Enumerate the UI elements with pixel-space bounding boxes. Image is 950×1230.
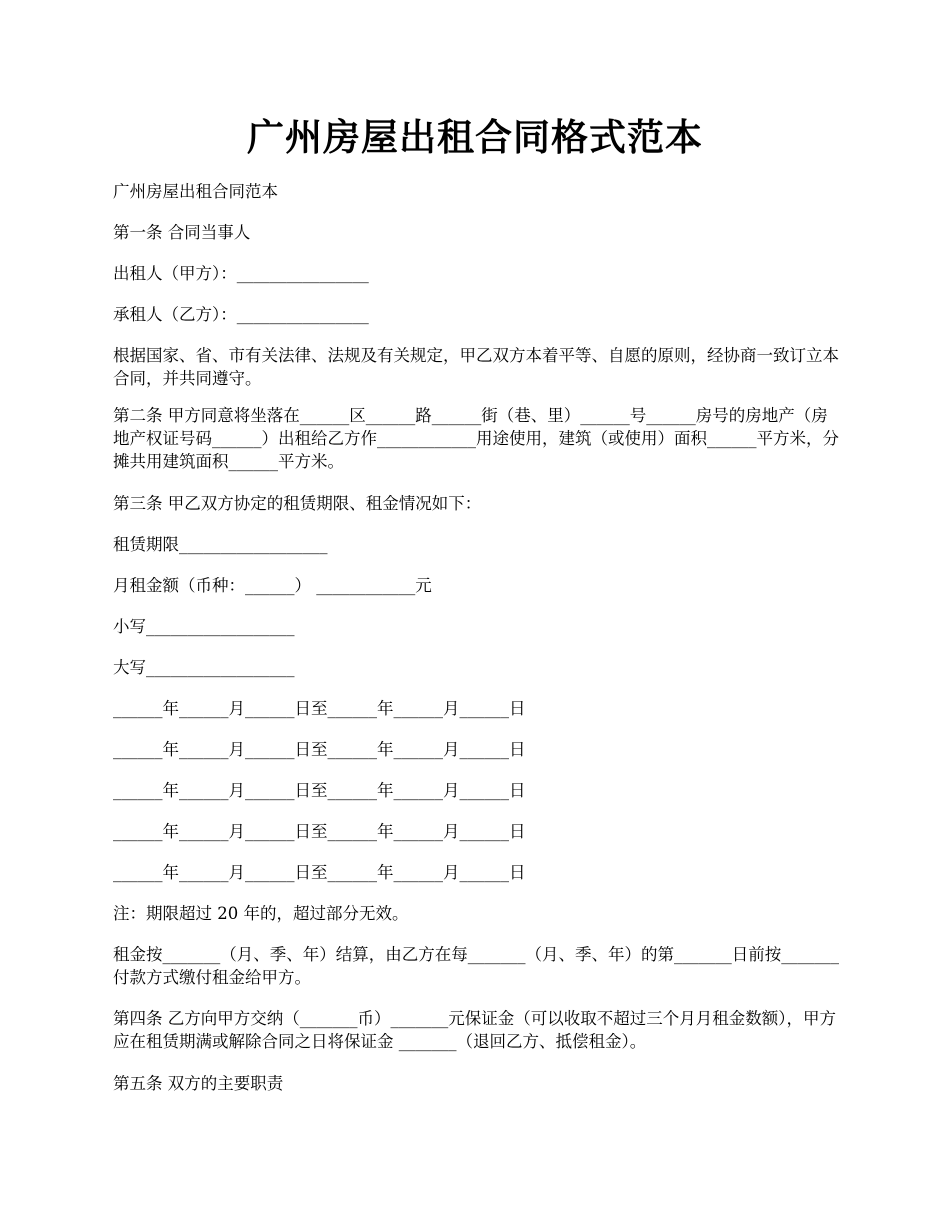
paragraph-lessee: 承租人（乙方）：________________: [113, 305, 369, 324]
paragraph-rent-settlement: 租金按_______（月、季、年）结算，由乙方在每_______（月、季、年）的第_______日前按_______付款方式缴付租金给甲方。: [113, 945, 839, 987]
paragraph-note: 注：期限超过 20 年的，超过部分无效。: [113, 904, 409, 923]
paragraph-monthly-rent: 月租金额（币种：______） ____________元: [113, 576, 432, 595]
paragraph-date-range: ______年______月______日至______年______月______日: [113, 740, 526, 759]
document-title: 广州房屋出租合同格式范本: [247, 115, 703, 159]
paragraph-preamble: 根据国家、省、市有关法律、法规及有关规定，甲乙双方本着平等、自愿的原则，经协商一致订立本合同，并共同遵守。: [113, 346, 839, 388]
paragraph-article-2: 第二条 甲方同意将坐落在______区______路______街（巷、里）______号______房号的房地产（房地产权证号码______）出租给乙方作____________用途使用，建筑（或使用）面积______平方米，分摊共用建筑面积______平方米。: [113, 406, 839, 471]
paragraph-date-range: ______年______月______日至______年______月______日: [113, 863, 526, 882]
paragraph-article-1: 第一条 合同当事人: [113, 223, 251, 242]
paragraph-date-range: ______年______月______日至______年______月______日: [113, 822, 526, 841]
paragraph-date-range: ______年______月______日至______年______月______日: [113, 699, 526, 718]
paragraph-article-4: 第四条 乙方向甲方交纳（_______币）_______元保证金（可以收取不超过三个月月租金数额），甲方应在租赁期满或解除合同之日将保证金 _______（退回乙方、抵偿租金）。: [113, 1009, 836, 1051]
paragraph-lessor: 出租人（甲方）：________________: [113, 264, 369, 283]
paragraph-amount-words: 大写__________________: [113, 658, 295, 677]
paragraph-subtitle: 广州房屋出租合同范本: [113, 182, 278, 201]
paragraph-date-range: ______年______月______日至______年______月______日: [113, 781, 526, 800]
paragraph-lease-term: 租赁期限__________________: [113, 535, 328, 554]
paragraph-article-3: 第三条 甲乙双方协定的租赁期限、租金情况如下：: [113, 494, 482, 513]
paragraph-article-5: 第五条 双方的主要职责: [113, 1074, 284, 1093]
paragraph-amount-figures: 小写__________________: [113, 617, 295, 636]
